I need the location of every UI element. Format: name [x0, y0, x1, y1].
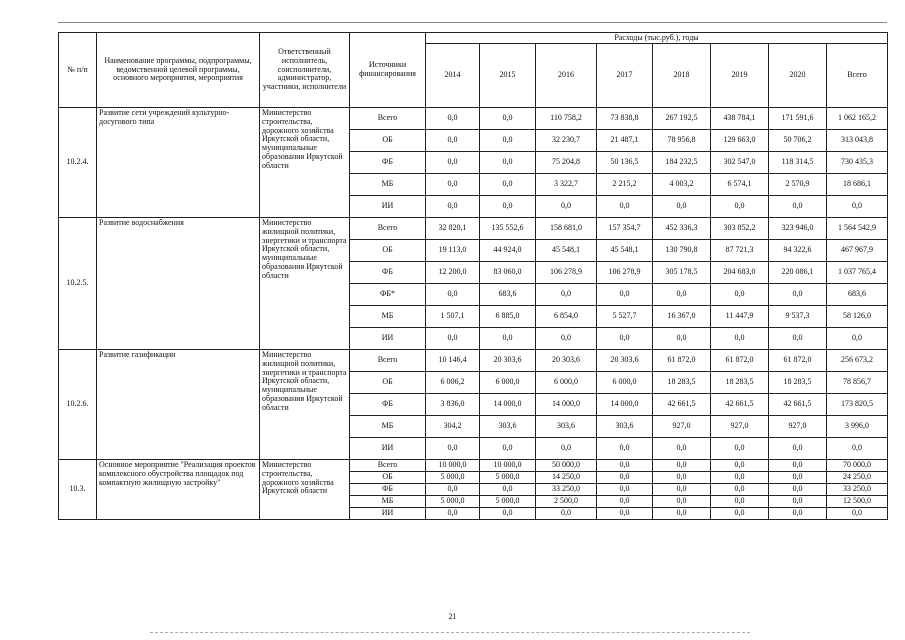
amount-cell: 0,0 — [711, 196, 769, 218]
amount-cell: 0,0 — [653, 484, 711, 496]
amount-cell: 302 547,0 — [711, 152, 769, 174]
amount-cell: 220 086,1 — [769, 262, 827, 284]
amount-cell: 304,2 — [426, 416, 480, 438]
funding-source: ОБ — [350, 472, 426, 484]
amount-cell: 0,0 — [597, 496, 653, 508]
amount-cell: 61 872,0 — [769, 350, 827, 372]
amount-cell: 61 872,0 — [653, 350, 711, 372]
amount-cell: 927,0 — [769, 416, 827, 438]
amount-cell: 0,0 — [597, 508, 653, 520]
amount-cell: 0,0 — [597, 472, 653, 484]
header-year: 2020 — [769, 44, 827, 108]
funding-source: ИИ — [350, 508, 426, 520]
amount-cell: 0,0 — [426, 484, 480, 496]
amount-cell: 0,0 — [536, 438, 597, 460]
amount-cell: 0,0 — [480, 152, 536, 174]
amount-cell: 438 784,1 — [711, 108, 769, 130]
amount-cell: 6 885,0 — [480, 306, 536, 328]
amount-cell: 303,6 — [597, 416, 653, 438]
item-name: Основное мероприятие "Реализация проектов комплексного обустройства площадок под компактную жилищную застройку" — [97, 460, 260, 520]
amount-cell: 20 303,6 — [597, 350, 653, 372]
amount-cell: 0,0 — [426, 196, 480, 218]
amount-cell: 1 037 765,4 — [827, 262, 888, 284]
amount-cell: 683,6 — [827, 284, 888, 306]
amount-cell: 32 820,1 — [426, 218, 480, 240]
amount-cell: 1 564 542,9 — [827, 218, 888, 240]
funding-source: ИИ — [350, 328, 426, 350]
amount-cell: 10 000,0 — [480, 460, 536, 472]
item-name: Развитие водоснабжения — [97, 218, 260, 350]
amount-cell: 0,0 — [827, 508, 888, 520]
amount-cell: 11 447,9 — [711, 306, 769, 328]
amount-cell: 12 500,0 — [827, 496, 888, 508]
funding-source: ФБ — [350, 262, 426, 284]
funding-source: ИИ — [350, 438, 426, 460]
amount-cell: 204 683,0 — [711, 262, 769, 284]
amount-cell: 0,0 — [480, 130, 536, 152]
amount-cell: 24 250,0 — [827, 472, 888, 484]
amount-cell: 4 003,2 — [653, 174, 711, 196]
amount-cell: 2 215,2 — [597, 174, 653, 196]
amount-cell: 0,0 — [597, 196, 653, 218]
amount-cell: 5 000,0 — [426, 496, 480, 508]
item-code: 10.3. — [59, 460, 97, 520]
amount-cell: 3 996,0 — [827, 416, 888, 438]
funding-source: ОБ — [350, 130, 426, 152]
amount-cell: 0,0 — [711, 472, 769, 484]
amount-cell: 20 303,6 — [480, 350, 536, 372]
amount-cell: 313 043,8 — [827, 130, 888, 152]
amount-cell: 467 967,9 — [827, 240, 888, 262]
header-year: 2014 — [426, 44, 480, 108]
amount-cell: 6 574,1 — [711, 174, 769, 196]
funding-source: Всего — [350, 218, 426, 240]
amount-cell: 158 681,0 — [536, 218, 597, 240]
header-year: 2015 — [480, 44, 536, 108]
amount-cell: 0,0 — [769, 460, 827, 472]
top-rule — [58, 22, 887, 23]
amount-cell: 0,0 — [769, 196, 827, 218]
amount-cell: 33 250,0 — [536, 484, 597, 496]
amount-cell: 6 000,0 — [597, 372, 653, 394]
amount-cell: 2 570,9 — [769, 174, 827, 196]
amount-cell: 0,0 — [711, 484, 769, 496]
header-year: Всего — [827, 44, 888, 108]
amount-cell: 683,6 — [480, 284, 536, 306]
amount-cell: 2 500,0 — [536, 496, 597, 508]
amount-cell: 0,0 — [653, 496, 711, 508]
amount-cell: 0,0 — [426, 108, 480, 130]
item-code: 10.2.4. — [59, 108, 97, 218]
funding-source: ФБ* — [350, 284, 426, 306]
amount-cell: 0,0 — [597, 328, 653, 350]
funding-source: МБ — [350, 416, 426, 438]
amount-cell: 0,0 — [711, 460, 769, 472]
amount-cell: 0,0 — [653, 460, 711, 472]
amount-cell: 61 872,0 — [711, 350, 769, 372]
amount-cell: 10 146,4 — [426, 350, 480, 372]
page-number: 21 — [448, 612, 457, 621]
amount-cell: 6 854,0 — [536, 306, 597, 328]
amount-cell: 0,0 — [480, 438, 536, 460]
amount-cell: 0,0 — [426, 130, 480, 152]
amount-cell: 14 000,0 — [480, 394, 536, 416]
amount-cell: 18 283,5 — [769, 372, 827, 394]
amount-cell: 0,0 — [769, 508, 827, 520]
amount-cell: 0,0 — [426, 438, 480, 460]
amount-cell: 157 354,7 — [597, 218, 653, 240]
item-name: Развитие газификации — [97, 350, 260, 460]
amount-cell: 0,0 — [653, 196, 711, 218]
amount-cell: 42 661,5 — [711, 394, 769, 416]
amount-cell: 110 758,2 — [536, 108, 597, 130]
amount-cell: 0,0 — [536, 328, 597, 350]
amount-cell: 70 000,0 — [827, 460, 888, 472]
amount-cell: 452 336,3 — [653, 218, 711, 240]
item-code: 10.2.6. — [59, 350, 97, 460]
item-name: Развитие сети учреждений культурно-досугового типа — [97, 108, 260, 218]
amount-cell: 5 000,0 — [480, 496, 536, 508]
amount-cell: 50 136,5 — [597, 152, 653, 174]
header-year: 2019 — [711, 44, 769, 108]
amount-cell: 106 278,9 — [597, 262, 653, 284]
amount-cell: 0,0 — [711, 496, 769, 508]
amount-cell: 42 661,5 — [769, 394, 827, 416]
amount-cell: 0,0 — [426, 174, 480, 196]
amount-cell: 87 721,3 — [711, 240, 769, 262]
amount-cell: 130 790,8 — [653, 240, 711, 262]
amount-cell: 45 548,1 — [536, 240, 597, 262]
amount-cell: 927,0 — [711, 416, 769, 438]
amount-cell: 0,0 — [653, 508, 711, 520]
header-number: № п/п — [59, 33, 97, 108]
amount-cell: 0,0 — [597, 284, 653, 306]
amount-cell: 0,0 — [480, 484, 536, 496]
amount-cell: 0,0 — [769, 328, 827, 350]
amount-cell: 303,6 — [536, 416, 597, 438]
amount-cell: 0,0 — [711, 438, 769, 460]
funding-source: ФБ — [350, 484, 426, 496]
amount-cell: 9 537,3 — [769, 306, 827, 328]
amount-cell: 0,0 — [653, 472, 711, 484]
amount-cell: 3 836,0 — [426, 394, 480, 416]
funding-source: ФБ — [350, 152, 426, 174]
amount-cell: 73 838,8 — [597, 108, 653, 130]
amount-cell: 1 507,1 — [426, 306, 480, 328]
amount-cell: 0,0 — [426, 284, 480, 306]
header-year: 2016 — [536, 44, 597, 108]
amount-cell: 129 663,0 — [711, 130, 769, 152]
amount-cell: 0,0 — [597, 438, 653, 460]
table-row — [59, 108, 888, 130]
amount-cell: 14 000,0 — [536, 394, 597, 416]
amount-cell: 0,0 — [536, 508, 597, 520]
amount-cell: 44 924,0 — [480, 240, 536, 262]
amount-cell: 18 686,1 — [827, 174, 888, 196]
expenses-table — [58, 32, 888, 520]
amount-cell: 135 552,6 — [480, 218, 536, 240]
amount-cell: 18 283,5 — [653, 372, 711, 394]
amount-cell: 58 126,0 — [827, 306, 888, 328]
item-responsible: Министерство строительства, дорожного хозяйства Иркутской области — [260, 460, 350, 520]
funding-source: Всего — [350, 460, 426, 472]
amount-cell: 0,0 — [769, 496, 827, 508]
amount-cell: 0,0 — [536, 284, 597, 306]
amount-cell: 0,0 — [480, 508, 536, 520]
amount-cell: 184 232,5 — [653, 152, 711, 174]
funding-source: Всего — [350, 350, 426, 372]
amount-cell: 0,0 — [769, 284, 827, 306]
funding-source: МБ — [350, 496, 426, 508]
amount-cell: 0,0 — [711, 328, 769, 350]
amount-cell: 32 230,7 — [536, 130, 597, 152]
amount-cell: 0,0 — [769, 472, 827, 484]
amount-cell: 305 178,5 — [653, 262, 711, 284]
amount-cell: 0,0 — [827, 328, 888, 350]
funding-source: МБ — [350, 174, 426, 196]
amount-cell: 20 303,6 — [536, 350, 597, 372]
amount-cell: 0,0 — [653, 284, 711, 306]
amount-cell: 0,0 — [653, 328, 711, 350]
amount-cell: 0,0 — [426, 328, 480, 350]
amount-cell: 5 000,0 — [426, 472, 480, 484]
amount-cell: 14 000,0 — [597, 394, 653, 416]
header-responsible: Ответственный исполнитель, соисполнители, администратор, участники, исполнители — [260, 33, 350, 108]
amount-cell: 12 200,0 — [426, 262, 480, 284]
amount-cell: 0,0 — [653, 438, 711, 460]
amount-cell: 118 314,5 — [769, 152, 827, 174]
funding-source: МБ — [350, 306, 426, 328]
table-row — [59, 460, 888, 472]
amount-cell: 256 673,2 — [827, 350, 888, 372]
amount-cell: 106 278,9 — [536, 262, 597, 284]
item-responsible: Министерство жилищной политики, энергетики и транспорта Иркутской области, муниципальные образования Иркутской области — [260, 218, 350, 350]
amount-cell: 50 706,2 — [769, 130, 827, 152]
document-page — [58, 32, 887, 520]
amount-cell: 0,0 — [827, 196, 888, 218]
header-year: 2018 — [653, 44, 711, 108]
header-source: Источники финансирования — [350, 33, 426, 108]
funding-source: ОБ — [350, 372, 426, 394]
amount-cell: 0,0 — [480, 328, 536, 350]
amount-cell: 33 250,0 — [827, 484, 888, 496]
header-year: 2017 — [597, 44, 653, 108]
amount-cell: 0,0 — [597, 484, 653, 496]
amount-cell: 78 856,7 — [827, 372, 888, 394]
item-code: 10.2.5. — [59, 218, 97, 350]
amount-cell: 6 000,0 — [536, 372, 597, 394]
amount-cell: 303,6 — [480, 416, 536, 438]
header-name: Наименование программы, подпрограммы, ведомственной целевой программы, основного мероприятия, мероприятия — [97, 33, 260, 108]
funding-source: Всего — [350, 108, 426, 130]
amount-cell: 0,0 — [597, 460, 653, 472]
header-expenses: Расходы (тыс.руб.), годы — [426, 33, 888, 44]
amount-cell: 0,0 — [827, 438, 888, 460]
item-responsible: Министерство строительства, дорожного хозяйства Иркутской области, муниципальные образования Иркутской области — [260, 108, 350, 218]
amount-cell: 0,0 — [480, 174, 536, 196]
amount-cell: 18 283,5 — [711, 372, 769, 394]
amount-cell: 730 435,3 — [827, 152, 888, 174]
item-responsible: Министерство жилищной политики, энергетики и транспорта Иркутской области, муниципальные образования Иркутской области — [260, 350, 350, 460]
amount-cell: 0,0 — [711, 508, 769, 520]
amount-cell: 6 000,0 — [480, 372, 536, 394]
bottom-rule — [150, 632, 750, 633]
funding-source: ИИ — [350, 196, 426, 218]
amount-cell: 0,0 — [480, 196, 536, 218]
amount-cell: 267 192,5 — [653, 108, 711, 130]
table-row — [59, 218, 888, 240]
amount-cell: 45 548,1 — [597, 240, 653, 262]
amount-cell: 0,0 — [480, 108, 536, 130]
amount-cell: 1 062 165,2 — [827, 108, 888, 130]
amount-cell: 94 322,6 — [769, 240, 827, 262]
amount-cell: 14 250,0 — [536, 472, 597, 484]
amount-cell: 0,0 — [426, 152, 480, 174]
amount-cell: 303 852,2 — [711, 218, 769, 240]
amount-cell: 927,0 — [653, 416, 711, 438]
table-row — [59, 350, 888, 372]
amount-cell: 19 113,0 — [426, 240, 480, 262]
amount-cell: 5 527,7 — [597, 306, 653, 328]
amount-cell: 0,0 — [769, 484, 827, 496]
amount-cell: 83 060,0 — [480, 262, 536, 284]
amount-cell: 0,0 — [426, 508, 480, 520]
amount-cell: 0,0 — [536, 196, 597, 218]
funding-source: ОБ — [350, 240, 426, 262]
amount-cell: 173 820,5 — [827, 394, 888, 416]
amount-cell: 10 000,0 — [426, 460, 480, 472]
amount-cell: 21 487,1 — [597, 130, 653, 152]
amount-cell: 16 367,0 — [653, 306, 711, 328]
amount-cell: 75 204,8 — [536, 152, 597, 174]
funding-source: ФБ — [350, 394, 426, 416]
amount-cell: 5 000,0 — [480, 472, 536, 484]
amount-cell: 6 006,2 — [426, 372, 480, 394]
amount-cell: 171 591,6 — [769, 108, 827, 130]
amount-cell: 323 946,0 — [769, 218, 827, 240]
amount-cell: 78 956,8 — [653, 130, 711, 152]
amount-cell: 0,0 — [711, 284, 769, 306]
amount-cell: 0,0 — [769, 438, 827, 460]
amount-cell: 50 000,0 — [536, 460, 597, 472]
amount-cell: 42 661,5 — [653, 394, 711, 416]
amount-cell: 3 322,7 — [536, 174, 597, 196]
